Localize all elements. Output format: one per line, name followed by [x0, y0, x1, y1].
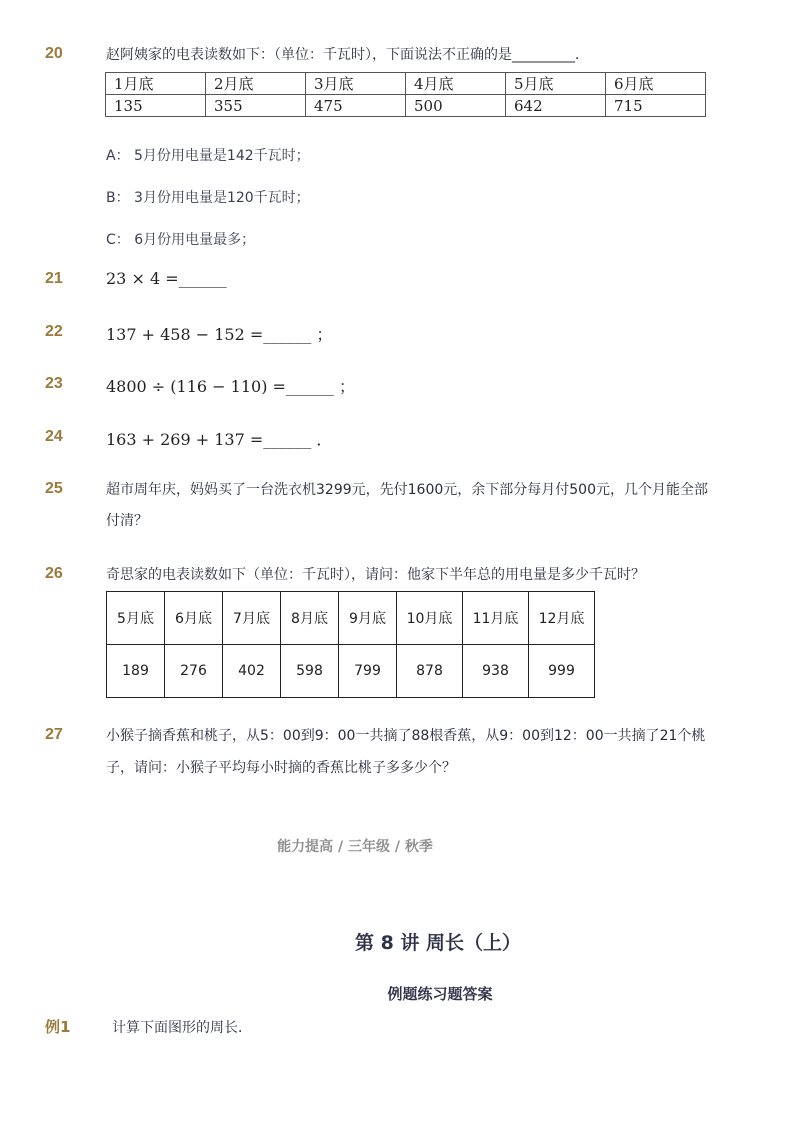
- chapter-title: 第 8 讲 周长（上）: [354, 932, 522, 954]
- question-number-26: 26: [45, 565, 63, 582]
- table-cell: 6月底: [165, 592, 223, 645]
- page-footer: 能力提高 / 三年级 / 秋季: [277, 839, 433, 855]
- table-cell: 938: [463, 645, 529, 698]
- question-27-line-2: 子，请问：小猴子平均每小时摘的香蕉比桃子多多少个？: [106, 760, 456, 776]
- table-header-row: [107, 592, 595, 645]
- table-cell: 4月底: [406, 73, 506, 95]
- question-25-line-1: 超市周年庆，妈妈买了一台洗衣机3299元，先付1600元，余下部分每月付500元，几个月能全部: [106, 482, 708, 498]
- table-cell: 189: [107, 645, 165, 698]
- table-cell: 6月底: [606, 73, 706, 95]
- table-cell: 3月底: [306, 73, 406, 95]
- table-cell: 878: [397, 645, 463, 698]
- example-text: 计算下面图形的周长．: [112, 1020, 252, 1036]
- table-cell: 999: [529, 645, 595, 698]
- table-cell: 475: [306, 95, 406, 117]
- question-number-27: 27: [45, 726, 63, 743]
- question-25-line-2: 付清？: [106, 513, 148, 529]
- table-cell: 12月底: [529, 592, 595, 645]
- table-cell: 799: [339, 645, 397, 698]
- question-number-22: 22: [45, 323, 63, 340]
- question-22-expression: 137 + 458 − 152 =______ ；: [106, 325, 333, 344]
- option-a: A： 5月份用电量是142千瓦时；: [106, 148, 310, 164]
- table-cell: 598: [281, 645, 339, 698]
- table-row: [107, 645, 595, 698]
- example-label: 例1: [45, 1018, 71, 1036]
- table-cell: 8月底: [281, 592, 339, 645]
- question-number-21: 21: [45, 270, 63, 287]
- table-cell: 11月底: [463, 592, 529, 645]
- table-cell: 5月底: [107, 592, 165, 645]
- question-26-text: 奇思家的电表读数如下（单位：千瓦时），请问：他家下半年总的用电量是多少千瓦时？: [106, 567, 645, 583]
- option-c: C： 6月份用电量最多；: [106, 232, 256, 248]
- table-cell: 10月底: [397, 592, 463, 645]
- table-header-row: [106, 73, 706, 95]
- table-cell: 276: [165, 645, 223, 698]
- table-cell: 355: [206, 95, 306, 117]
- table-cell: 500: [406, 95, 506, 117]
- question-number-23: 23: [45, 375, 63, 392]
- question-21-expression: 23 × 4 =______: [106, 269, 227, 288]
- question-23-expression: 4800 ÷ (116 − 110) =______ ；: [106, 377, 356, 396]
- table-cell: 135: [106, 95, 206, 117]
- table-cell: 9月底: [339, 592, 397, 645]
- question-number-20: 20: [45, 45, 63, 62]
- meter-reading-table-2: [106, 591, 595, 698]
- table-cell: 1月底: [106, 73, 206, 95]
- table-cell: 402: [223, 645, 281, 698]
- question-number-25: 25: [45, 480, 63, 497]
- question-27-line-1: 小猴子摘香蕉和桃子，从5：00到9：00一共摘了88根香蕉，从9：00到12：00一共摘了21个桃: [106, 728, 706, 744]
- question-20-text: 赵阿姨家的电表读数如下：（单位：千瓦时），下面说法不正确的是_________．: [106, 47, 589, 63]
- table-cell: 715: [606, 95, 706, 117]
- section-title: 例题练习题答案: [387, 985, 493, 1003]
- table-cell: 7月底: [223, 592, 281, 645]
- table-cell: 642: [506, 95, 606, 117]
- question-24-expression: 163 + 269 + 137 =______ ．: [106, 430, 333, 449]
- option-b: B： 3月份用电量是120千瓦时；: [106, 190, 310, 206]
- table-row: [106, 95, 706, 117]
- question-number-24: 24: [45, 428, 63, 445]
- table-cell: 5月底: [506, 73, 606, 95]
- meter-reading-table-1: [105, 72, 706, 117]
- table-cell: 2月底: [206, 73, 306, 95]
